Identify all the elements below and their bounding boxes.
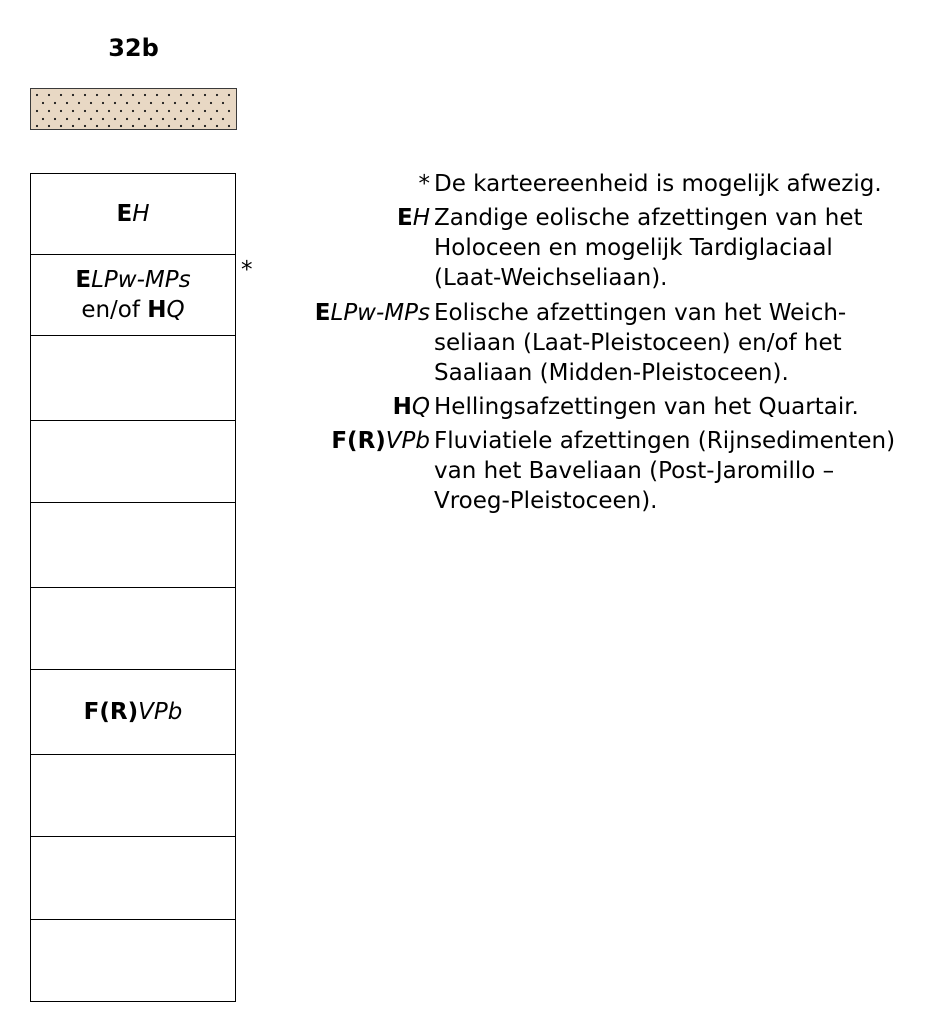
sand-dot	[210, 118, 212, 120]
legend-code	[397, 203, 430, 233]
sand-dot	[150, 118, 152, 120]
sand-dot	[228, 110, 230, 112]
sand-dot	[174, 102, 176, 104]
sand-dot	[144, 125, 146, 127]
code-part: E	[314, 300, 331, 326]
profile-title: 32b	[108, 34, 159, 62]
sand-dot	[132, 110, 134, 112]
code-part: LPw-MPs	[330, 300, 430, 326]
sand-dot	[132, 125, 134, 127]
sand-dot	[96, 110, 98, 112]
legend-code	[419, 169, 431, 199]
column-layer	[30, 421, 236, 503]
code-part: *	[418, 171, 430, 197]
column-layer	[30, 503, 236, 588]
code-part: VPb	[138, 699, 183, 725]
sand-dot	[54, 118, 56, 120]
sand-dot	[186, 118, 188, 120]
legend-description-line: (Laat-Weichseliaan).	[434, 265, 668, 291]
sand-dot	[48, 125, 50, 127]
absence-marker: *	[241, 257, 253, 283]
sand-dot	[36, 125, 38, 127]
layer-code	[116, 199, 149, 229]
sand-dot	[222, 102, 224, 104]
legend-description-line: seliaan (Laat-Pleistoceen) en/of het	[434, 330, 842, 356]
sand-dot	[48, 94, 50, 96]
sand-dot	[192, 110, 194, 112]
layer-code	[84, 697, 183, 727]
sand-dot	[150, 102, 152, 104]
sand-dot	[216, 110, 218, 112]
sand-dot	[48, 110, 50, 112]
sand-dot	[90, 102, 92, 104]
sand-dot	[60, 94, 62, 96]
sand-dot	[132, 94, 134, 96]
sand-dot	[180, 94, 182, 96]
sand-dot	[96, 94, 98, 96]
code-part: H	[392, 394, 412, 420]
sand-dot	[228, 125, 230, 127]
sand-dot	[198, 102, 200, 104]
code-part: LPw-MPs	[91, 267, 191, 293]
column-layer	[30, 920, 236, 1002]
column-layer	[30, 336, 236, 421]
sand-dot	[144, 94, 146, 96]
sand-dot	[204, 94, 206, 96]
code-part: Q	[411, 394, 430, 420]
code-part: H	[147, 297, 167, 323]
sand-dot	[204, 125, 206, 127]
sand-dot	[216, 125, 218, 127]
sand-dot	[108, 94, 110, 96]
legend-code	[393, 392, 430, 422]
sand-dot	[180, 125, 182, 127]
legend-description-line: Hellingsafzettingen van het Quartair.	[434, 394, 859, 420]
sand-dot	[144, 110, 146, 112]
layer-code-line2	[81, 295, 184, 325]
legend-description-line: van het Baveliaan (Post-Jaromillo –	[434, 458, 835, 484]
sand-dot	[42, 118, 44, 120]
sand-dot	[60, 110, 62, 112]
sand-dot	[216, 94, 218, 96]
sand-dot	[192, 94, 194, 96]
sand-dot	[222, 118, 224, 120]
sand-dot	[228, 94, 230, 96]
sand-dot	[198, 118, 200, 120]
sand-dot	[114, 118, 116, 120]
sand-dot	[84, 125, 86, 127]
sand-dot	[72, 94, 74, 96]
sand-dot	[36, 94, 38, 96]
sand-dot	[36, 110, 38, 112]
column-layer	[30, 755, 236, 837]
sand-dot	[66, 118, 68, 120]
legend-description-line: Vroeg-Pleistoceen).	[434, 488, 658, 514]
legend-description-line: Eolische afzettingen van het Weich-	[434, 300, 847, 326]
sand-dot	[60, 125, 62, 127]
legend-code	[331, 426, 430, 456]
legend-description-line: Zandige eolische afzettingen van het	[434, 205, 863, 231]
sand-dot	[90, 118, 92, 120]
code-part: VPb	[385, 428, 430, 454]
sand-dot	[156, 110, 158, 112]
sand-dot	[78, 102, 80, 104]
column-layer	[30, 670, 236, 755]
code-part: Q	[166, 297, 185, 323]
sand-dot	[126, 102, 128, 104]
sand-dot	[66, 102, 68, 104]
sand-dot	[54, 102, 56, 104]
legend-description-line: Fluviatiele afzettingen (Rijnsedimenten)	[434, 428, 896, 454]
sand-dot	[168, 94, 170, 96]
sand-dot	[120, 125, 122, 127]
sand-dot	[96, 125, 98, 127]
sand-dot	[186, 102, 188, 104]
sand-dot	[168, 125, 170, 127]
sand-dot	[72, 110, 74, 112]
sand-dot	[156, 94, 158, 96]
column-layer	[30, 255, 236, 336]
sand-dot	[192, 125, 194, 127]
sand-dot	[174, 118, 176, 120]
legend-code	[315, 298, 430, 328]
sand-dot	[114, 102, 116, 104]
sand-dot	[120, 110, 122, 112]
sand-dot	[72, 125, 74, 127]
sand-dot	[138, 118, 140, 120]
sand-dot	[78, 118, 80, 120]
sand-dot	[84, 94, 86, 96]
code-part: E	[75, 267, 92, 293]
code-part: F(R)	[331, 428, 386, 454]
column-layer	[30, 837, 236, 920]
sand-dot	[162, 118, 164, 120]
legend-description-line: De karteereenheid is mogelijk afwezig.	[434, 171, 882, 197]
sand-dot	[138, 102, 140, 104]
sand-dot	[156, 125, 158, 127]
code-part: H	[412, 205, 430, 231]
column-layer	[30, 588, 236, 670]
sand-dot	[120, 94, 122, 96]
code-part: E	[116, 201, 133, 227]
legend-description-line: Saaliaan (Midden-Pleistoceen).	[434, 360, 789, 386]
sand-dot	[180, 110, 182, 112]
sand-dot	[204, 110, 206, 112]
layer-code	[75, 265, 190, 295]
sand-dot	[108, 125, 110, 127]
sand-dot	[102, 118, 104, 120]
legend-description-line: Holoceen en mogelijk Tardiglaciaal	[434, 235, 833, 261]
column-layer	[30, 173, 236, 255]
sand-dot	[162, 102, 164, 104]
sand-dot	[210, 102, 212, 104]
code-part: F(R)	[83, 699, 139, 725]
code-part: en/of	[81, 297, 148, 323]
sand-texture-swatch	[30, 88, 237, 130]
sand-dot	[108, 110, 110, 112]
sand-dot	[102, 102, 104, 104]
sand-dot	[84, 110, 86, 112]
sand-dot	[168, 110, 170, 112]
code-part: E	[396, 205, 413, 231]
sand-dot	[126, 118, 128, 120]
sand-dot	[42, 102, 44, 104]
code-part: H	[132, 201, 150, 227]
stratigraphic-column	[30, 173, 236, 1002]
